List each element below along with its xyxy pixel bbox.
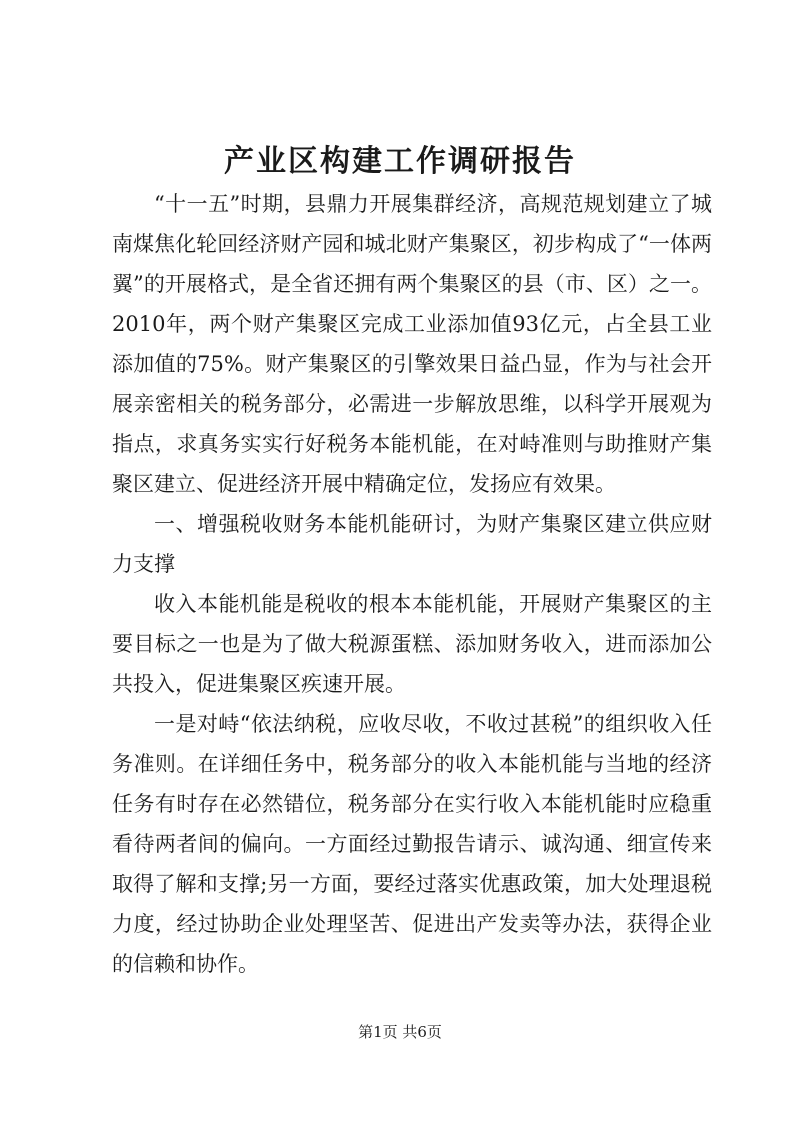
page-footer: 第1页 共6页 [358, 1023, 442, 1041]
document-title: 产业区构建工作调研报告 [224, 144, 576, 179]
document-body [112, 184, 712, 984]
paragraph-intro: “十一五”时期，县鼎力开展集群经济，高规范规划建立了城南煤焦化轮回经济财产园和城北财产集聚区，初步构成了“一体两翼”的开展格式，是全省还拥有两个集聚区的县（市、区）之一。2010年，两个财产集聚区完成工业添加值93亿元，占全县工业添加值的75%。财产集聚区的引擎效果日益凸显，作为与社会开展亲密相关的税务部分，必需进一步解放思维，以科学开展观为指点，求真务实实行好税务本能机能，在对峙准则与助推财产集聚区建立、促进经济开展中精确定位，发扬应有效果。 [112, 192, 712, 496]
section-heading-1: 一、增强税收财务本能机能研讨，为财产集聚区建立供应财力支撑 [112, 512, 712, 576]
paragraph-point-one: 一是对峙“依法纳税，应收尽收，不收过甚税”的组织收入任务准则。在详细任务中，税务部分的收入本能机能与当地的经济任务有时存在必然错位，税务部分在实行收入本能机能时应稳重看待两者间的偏向。一方面经过勤报告请示、诚沟通、细宣传来取得了解和支撑;另一方面，要经过落实优惠政策，加大处理退税力度，经过协助企业处理坚苦、促进出产发卖等办法，获得企业的信赖和协作。 [112, 712, 712, 976]
paragraph-revenue-function: 收入本能机能是税收的根本本能机能，开展财产集聚区的主要目标之一也是为了做大税源蛋糕、添加财务收入，进而添加公共投入，促进集聚区疾速开展。 [112, 592, 712, 696]
